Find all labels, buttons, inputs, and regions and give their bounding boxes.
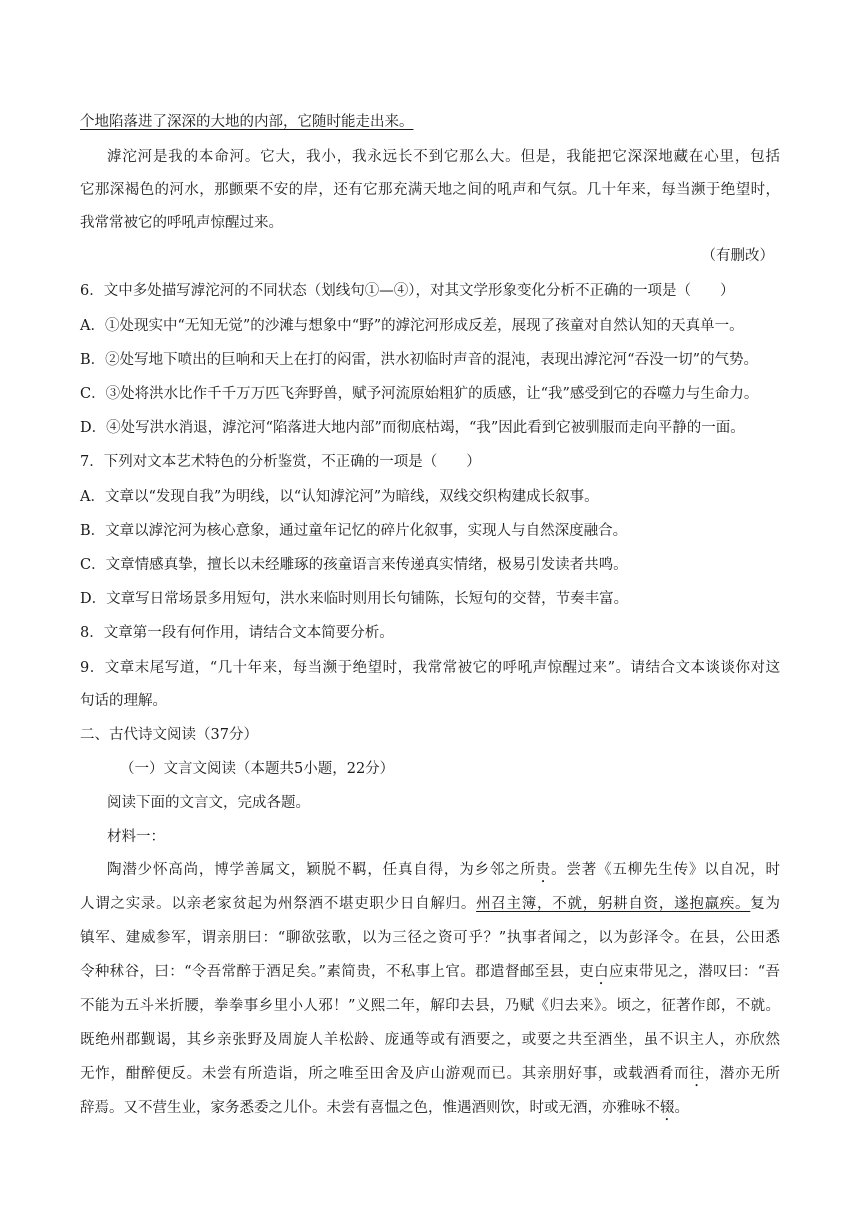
question-7-option-a: A．文章以“发现自我”为明线，以“认知滹沱河”为暗线，双线交织构建成长叙事。 xyxy=(80,489,599,505)
question-6-option-a: A．①处现实中“无知无觉”的沙滩与想象中“野”的滹沱河形成反差，展现了孩童对自然认知的天真单一。 xyxy=(80,318,744,334)
question-6-option-b: B．②处写地下喷出的巨响和天上在打的闷雷，洪水初临时声音的混沌，表现出滹沱河“吞没一切”的气势。 xyxy=(80,352,758,368)
material-1-label: 材料一： xyxy=(107,829,165,845)
question-7-option-c: C．文章情感真挚，擅长以未经雕琢的孩童语言来传递真实情绪，极易引发读者共鸣。 xyxy=(80,557,628,573)
classical-text-line: 不能为五斗米折腰，拳拳事乡里小人邪！”义熙二年，解印去县，乃赋《归去来》。顷之，征著作郎，不就。 xyxy=(80,998,780,1014)
question-9-line-1: 9．文章末尾写道，“几十年来，每当濒于绝望时，我常常被它的呼吼声惊醒过来”。请结合文本谈谈你对这 xyxy=(80,660,780,676)
essay-paragraph-line: 滹沱河是我的本命河。它大，我小，我永远长不到它那么大。但是，我能把它深深地藏在心里，包括 xyxy=(107,149,780,165)
subsection-1-heading: （一）文言文阅读（本题共5小题，22分） xyxy=(120,761,395,777)
abridged-note: （有删改） xyxy=(701,248,774,264)
classical-text-line: 令种秫谷，曰：“令吾常醉于酒足矣。”素简贵，不私事上官。郡遣督邮至县，吏白应束带见之，潜叹曰：“吾 xyxy=(80,964,780,980)
classical-text-line: 镇军、建威参军，谓亲朋曰：“聊欲弦歌，以为三径之资可乎？”执事者闻之，以为彭泽令。在县，公田悉 xyxy=(80,930,780,946)
question-6-stem: 6．文中多处描写滹沱河的不同状态（划线句①—④），对其文学形象变化分析不正确的一项是（ ） xyxy=(80,283,735,299)
dotted-word: 辍 xyxy=(660,1100,675,1116)
question-9-line-2: 句话的理解。 xyxy=(80,693,167,709)
underlined-sentence: 州召主簿，不就，躬耕自资，遂抱羸疾。 xyxy=(476,896,751,912)
question-7-option-b: B．文章以滹沱河为核心意象，通过童年记忆的碎片化叙事，实现人与自然深度融合。 xyxy=(80,523,628,539)
classical-text-line: 既绝州郡觐谒，其乡亲张野及周旋人羊松龄、庞通等或有酒要之，或要之共至酒坐，虽不识主人，亦欣然 xyxy=(80,1032,780,1048)
classical-text-line: 无怍，酣醉便反。未尝有所造诣，所之唯至田舍及庐山游观而已。其亲朋好事，或载酒肴而往，潜亦无所 xyxy=(80,1066,781,1082)
section-2-heading: 二、古代诗文阅读（37分） xyxy=(80,727,258,743)
essay-paragraph-line: 它那深褐色的河水，那颤栗不安的岸，还有它那充满天地之间的吼声和气氛。几十年来，每当濒于绝望时， xyxy=(80,182,780,198)
question-7-option-d: D．文章写日常场景多用短句，洪水来临时则用长句铺陈，长短句的交替，节奏丰富。 xyxy=(80,591,629,607)
classical-text-line: 辞焉。又不营生业，家务悉委之儿仆。未尝有喜愠之色，惟遇酒则饮，时或无酒，亦雅咏不辍。 xyxy=(80,1100,689,1116)
classical-text-line: 陶潜少怀高尚，博学善属文，颖脱不羁，任真自得，为乡邻之所贵。尝著《五柳先生传》以自况，时 xyxy=(107,862,781,878)
question-8: 8．文章第一段有何作用，请结合文本简要分析。 xyxy=(80,625,394,641)
essay-paragraph-line: 我常常被它的呼吼声惊醒过来。 xyxy=(80,215,283,231)
classical-text-line: 人谓之实录。以亲老家贫起为州祭酒不堪吏职少日自解归。州召主簿，不就，躬耕自资，遂抱羸疾。复为 xyxy=(80,896,781,912)
underlined-sentence-4: 个地陷落进了深深的大地的内部，它随时能走出来。 xyxy=(80,114,414,130)
question-6-option-d: D．④处写洪水消退，滹沱河“陷落进大地内部”而彻底枯竭，“我”因此看到它被驯服而走向平静的一面。 xyxy=(80,420,745,436)
question-6-option-c: C．③处将洪水比作千千万万匹飞奔野兽，赋予河流原始粗犷的质感，让“我”感受到它的吞噬力与生命力。 xyxy=(80,386,759,402)
reading-instruction: 阅读下面的文言文，完成各题。 xyxy=(107,795,310,811)
question-7-stem: 7．下列对文本艺术特色的分析鉴赏，不正确的一项是（ ） xyxy=(80,454,481,470)
dotted-word: 贵 xyxy=(535,862,552,878)
dotted-word: 白 xyxy=(594,964,609,980)
dotted-word: 往 xyxy=(689,1066,705,1082)
